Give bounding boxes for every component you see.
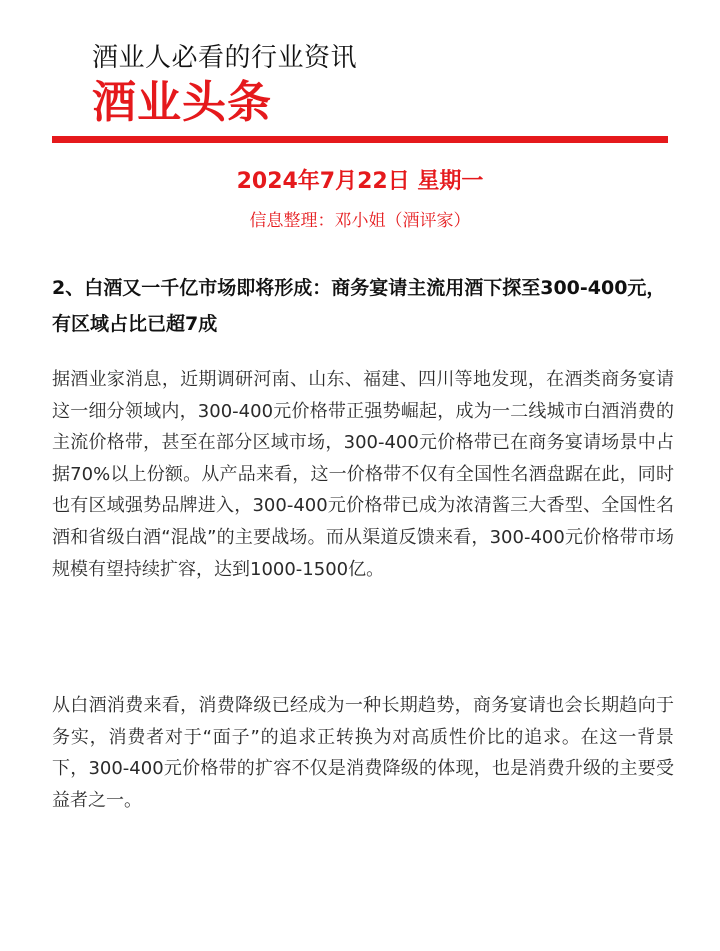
masthead — [92, 40, 357, 130]
article-headline: 2、白酒又一千亿市场即将形成：商务宴请主流用酒下探至300-400元，有区域占比已超7成 — [52, 277, 666, 335]
article-paragraph: 从白酒消费来看，消费降级已经成为一种长期趋势，商务宴请也会长期趋向于务实，消费者对于“面子”的追求正转换为对高质性价比的追求。在这一背景下，300-400元价格带的扩容不仅是消费降级的体现，也是消费升级的主要受益者之一。 — [52, 695, 674, 811]
header-divider — [52, 136, 668, 143]
issue-date: 2024年7月22日 星期一 — [236, 169, 484, 194]
masthead-tagline: 酒业人必看的行业资讯 — [92, 43, 358, 73]
article-paragraph: 据酒业家消息，近期调研河南、山东、福建、四川等地发现，在酒类商务宴请这一细分领域内，300-400元价格带正强势崛起，成为一二线城市白酒消费的主流价格带，甚至在部分区域市场，300-400元价格带已在商务宴请场景中占据70%以上份额。从产品来看，这一价格带不仅有全国性名酒盘踞在此，同时也有区域强势品牌进入，300-400元价格带已成为浓清酱三大香型、全国性名酒和省级白酒“混战”的主要战场。而从渠道反馈来看，300-400元价格带市场规模有望持续扩容，达到1000-1500亿。 — [52, 369, 674, 580]
editor-credit: 信息整理：邓小姐（酒评家） — [249, 211, 471, 231]
masthead-brand: 酒业头条 — [92, 77, 272, 128]
